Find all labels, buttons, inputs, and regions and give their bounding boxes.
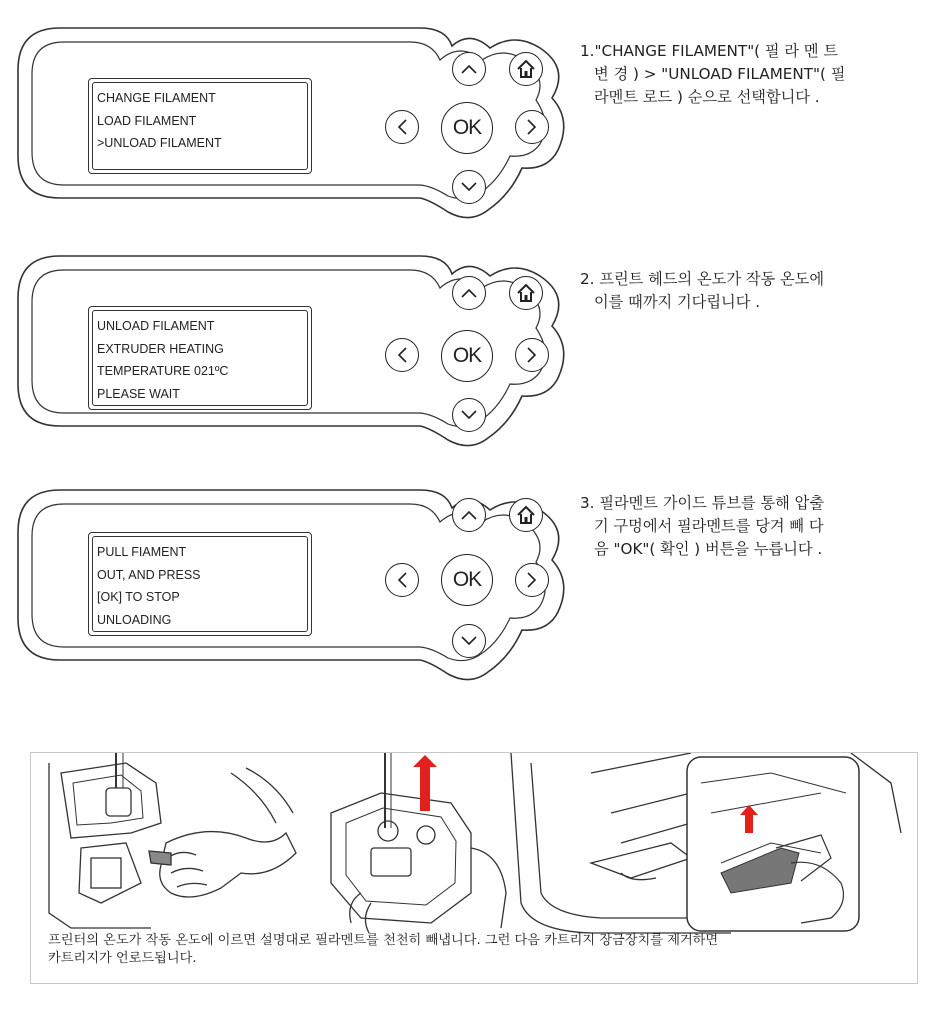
illustration-cartridge-pull (331, 753, 506, 933)
left-button[interactable] (385, 563, 419, 597)
chevron-left-icon (396, 571, 408, 589)
home-icon (515, 504, 537, 526)
lcd-line: UNLOAD FILAMENT (97, 319, 215, 333)
chevron-down-icon (460, 409, 478, 421)
up-button[interactable] (452, 498, 486, 532)
step-line: 2. 프린트 헤드의 온도가 작동 온도에 (580, 270, 825, 288)
chevron-left-icon (396, 346, 408, 364)
ok-button-label: OK (452, 568, 482, 591)
ok-button-label: OK (452, 344, 482, 367)
ok-button[interactable] (441, 102, 493, 154)
chevron-up-icon (460, 63, 478, 75)
right-button[interactable] (515, 563, 549, 597)
lcd-line: PLEASE WAIT (97, 386, 180, 401)
illustration-inset (687, 757, 859, 931)
lcd-screen (88, 306, 312, 410)
lcd-line: TEMPERATURE 021ºC (97, 364, 229, 378)
home-button[interactable] (509, 276, 543, 310)
step-line: 변 경 ) > "UNLOAD FILAMENT"( 필 (594, 65, 846, 83)
caption-line: 프린터의 온도가 작동 온도에 이르면 설명대로 필라멘트를 천천히 빼냅니다. 그런 다음 카트리지 장금장치를 제거하면 (48, 933, 719, 948)
step-line: 음 "OK"( 확인 ) 버튼을 누릅니다 . (594, 540, 823, 558)
step-line: 3. 필라멘트 가이드 튜브를 통해 압출 (580, 494, 825, 512)
left-button[interactable] (385, 338, 419, 372)
chevron-down-icon (460, 635, 478, 647)
red-arrow-up-1 (413, 755, 437, 811)
chevron-right-icon (526, 118, 538, 136)
lcd-line: EXTRUDER HEATING (97, 341, 224, 356)
lcd-screen (88, 532, 312, 636)
down-button[interactable] (452, 624, 486, 658)
ok-button[interactable] (441, 554, 493, 606)
step-line: 라멘트 로드 ) 순으로 선택합니다 . (594, 88, 820, 106)
lcd-line: UNLOADING (97, 612, 172, 627)
step-line: 1."CHANGE FILAMENT"( 필 라 멘 트 (580, 42, 839, 60)
step-line: 기 구멍에서 필라멘트를 당겨 빼 다 (594, 517, 824, 535)
lcd-line: >UNLOAD FILAMENT (97, 136, 222, 150)
left-button[interactable] (385, 110, 419, 144)
home-button[interactable] (509, 498, 543, 532)
step-3-text (580, 492, 940, 561)
home-icon (515, 282, 537, 304)
up-button[interactable] (452, 276, 486, 310)
lcd-line: [OK] TO STOP (97, 590, 180, 604)
caption (48, 932, 928, 968)
chevron-right-icon (526, 346, 538, 364)
chevron-up-icon (460, 287, 478, 299)
step-2-text (580, 268, 940, 314)
lcd-line: OUT, AND PRESS (97, 567, 201, 582)
home-icon (515, 58, 537, 80)
step-line: 이를 때까지 기다립니다 . (594, 293, 761, 311)
chevron-up-icon (460, 509, 478, 521)
step-1-text (580, 40, 940, 109)
chevron-down-icon (460, 181, 478, 193)
illustration-hand-pulling (49, 753, 296, 928)
caption-line: 카트리지가 언로드됩니다. (48, 951, 197, 966)
up-button[interactable] (452, 52, 486, 86)
right-button[interactable] (515, 338, 549, 372)
chevron-left-icon (396, 118, 408, 136)
lcd-screen (88, 78, 312, 174)
chevron-right-icon (526, 571, 538, 589)
lcd-line: CHANGE FILAMENT (97, 91, 216, 105)
right-button[interactable] (515, 110, 549, 144)
lcd-line: PULL FIAMENT (97, 545, 187, 559)
lcd-line: LOAD FILAMENT (97, 113, 197, 128)
ok-button-label: OK (452, 116, 482, 139)
down-button[interactable] (452, 170, 486, 204)
ok-button[interactable] (441, 330, 493, 382)
down-button[interactable] (452, 398, 486, 432)
home-button[interactable] (509, 52, 543, 86)
